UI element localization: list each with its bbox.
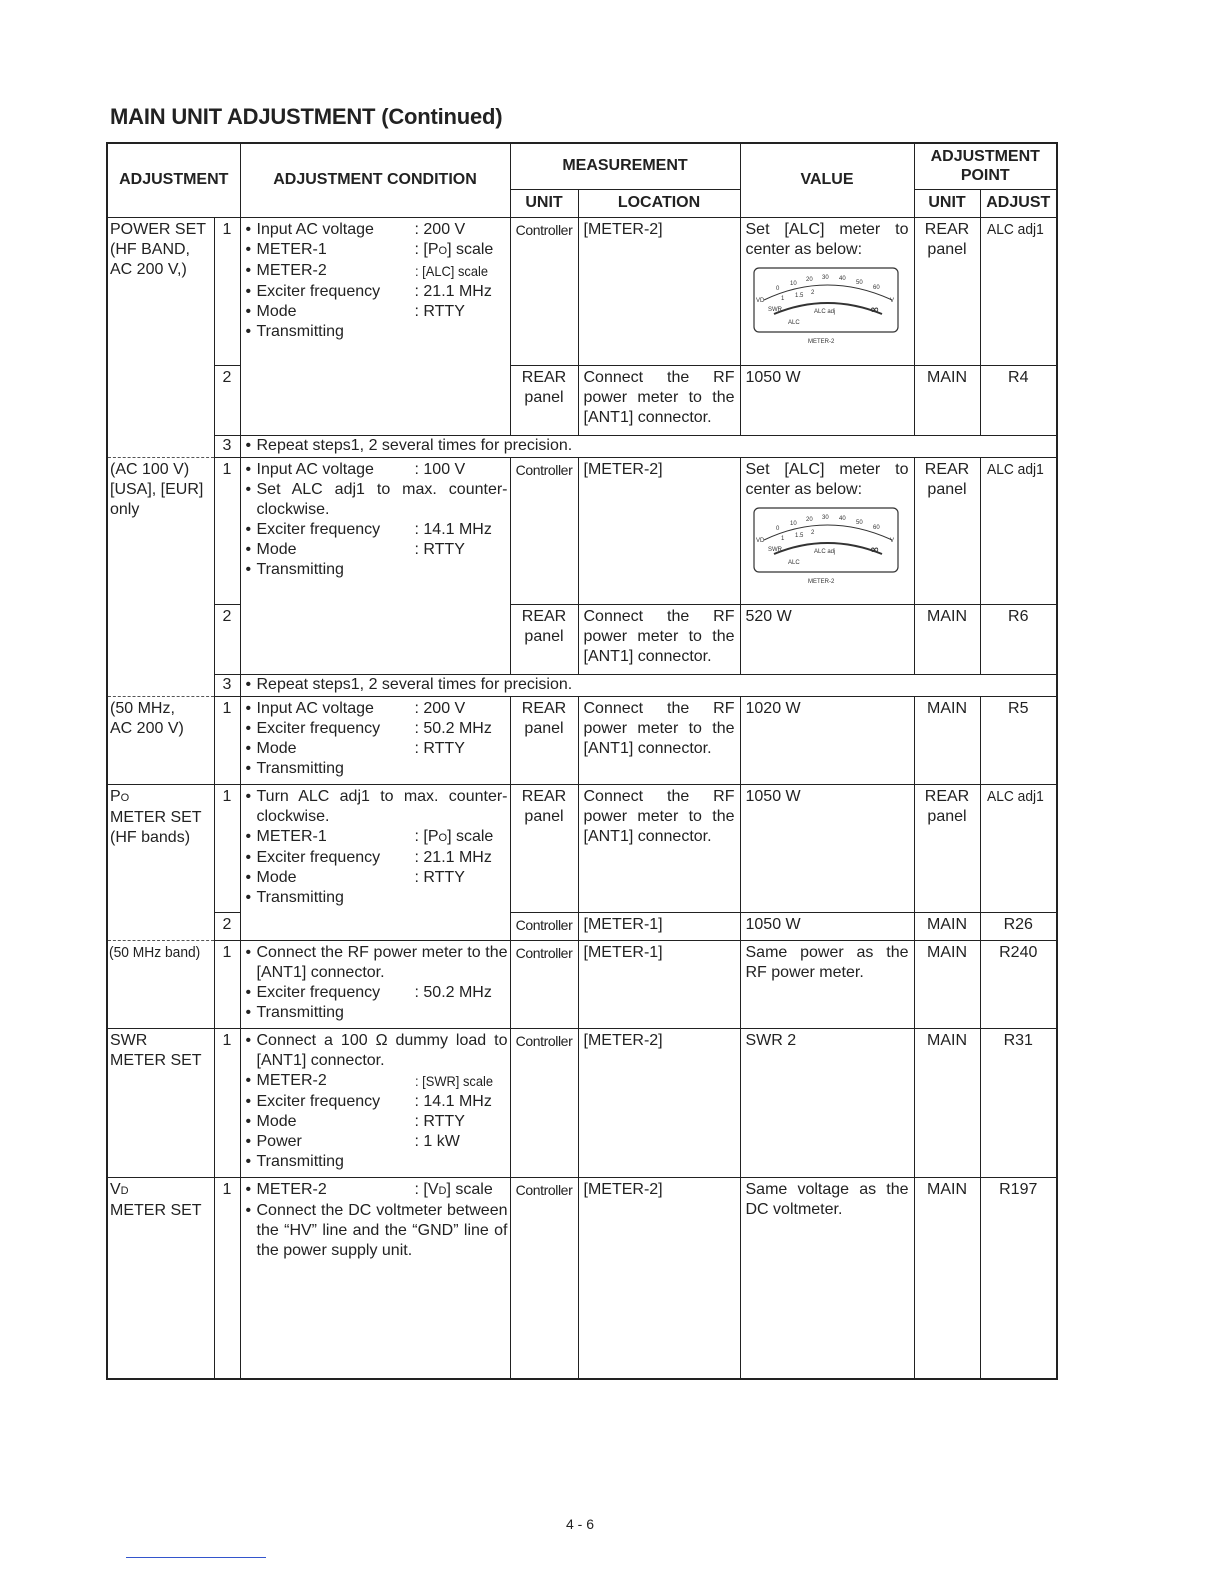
condition-item [243,719,508,739]
condition-item: • Transmitting [243,560,508,580]
unit-line: REAR [521,787,567,805]
condition-item [243,520,508,540]
condition-value-part: : [P [414,240,439,258]
ap-unit: MAIN [914,1177,980,1379]
step-number: 1 [214,696,240,784]
condition-cell [240,784,510,940]
condition-item: • Turn ALC adj1 to max. counter-clockwise. [243,787,508,827]
adjustment-name-line: (50 MHz, [110,699,175,717]
ap-unit-line: panel [927,240,967,258]
unit-line: REAR [521,368,567,386]
meter-swr-tick: 1 [780,535,784,542]
meter-v-label: V [889,297,894,304]
condition-value: : 1 kW [414,1132,460,1150]
adjustment-name-line: AC 200 V) [110,719,184,737]
adjustment-name [107,1028,214,1177]
measurement-location: [METER-2] [578,457,740,604]
condition-item [243,1132,508,1152]
condition-item: • Set ALC adj1 to max. counter-clockwise. [243,480,508,520]
condition-item: • Connect the DC voltmeter between the “HV” line and the “GND” line of the power supply unit. [243,1201,508,1261]
measurement-location: [METER-1] [578,912,740,940]
condition-cell [240,1028,510,1177]
meter-swr-tick: 1 [780,295,784,302]
condition-item [243,983,508,1003]
measurement-unit [510,696,578,784]
meter-caption: METER-2 [807,578,834,585]
step-number: 1 [214,457,240,604]
ap-unit-line: REAR [924,460,970,478]
repeat-note [240,435,1057,457]
condition-key: • Exciter frequency [256,520,381,538]
condition-key: • Exciter frequency [256,719,381,737]
meter-infinity: ∞ [869,302,879,316]
condition-value-part: : [V [414,1180,439,1198]
meter-vd-label: VD [755,297,764,304]
condition-value: : 21.1 MHz [414,848,492,866]
ap-unit: MAIN [914,1028,980,1177]
ap-unit-line: REAR [924,220,970,238]
ap-adjust [980,457,1057,604]
value-cell: Same power as the RF power meter. [740,940,914,1028]
ap-unit-line: panel [927,480,967,498]
condition-item [243,1112,508,1132]
condition-item: • Transmitting [243,888,508,908]
ap-unit: MAIN [914,940,980,1028]
condition-item [243,699,508,719]
condition-item [243,1180,508,1201]
condition-value: : 200 V [414,220,466,238]
condition-key: • Input AC voltage [256,699,374,717]
meter-vd-label: VD [755,537,764,544]
ap-adjust-text: ALC adj1 [987,220,1045,238]
measurement-unit [510,784,578,912]
header-adjustment: ADJUSTMENT [107,143,240,217]
meter-svg [752,266,902,352]
name-sub: O [120,791,130,804]
measurement-unit: Controller [510,457,578,604]
adjustment-name-line: (HF BAND, [110,240,190,258]
repeat-note-text: • Repeat steps1, 2 several times for precision. [243,675,1055,695]
ap-adjust: R4 [980,365,1057,435]
condition-key: • Input AC voltage [256,220,374,238]
ap-unit-line: REAR [924,787,970,805]
step-number: 2 [214,912,240,940]
meter-alc-adj-label: ALC adj [813,548,835,555]
adjustment-name-line: METER SET [110,808,202,826]
condition-value: : 200 V [414,699,466,717]
ap-unit-line: panel [927,807,967,825]
header-value: VALUE [740,143,914,217]
condition-value [415,1180,508,1201]
measurement-location: [METER-2] [578,217,740,365]
condition-item: • Transmitting [243,322,508,342]
condition-value: : 14.1 MHz [414,1092,492,1110]
ap-adjust [980,217,1057,365]
measurement-location: Connect the RF power meter to the [ANT1] connector. [578,696,740,784]
meter-swr-label: SWR [767,306,782,313]
adjustment-name-line: AC 200 V,) [110,260,187,278]
adjustment-name [107,1177,214,1379]
condition-key: • METER-2 [256,261,327,279]
condition-key: • Power [256,1132,302,1150]
condition-item [243,240,508,261]
condition-key: • Exciter frequency [256,848,381,866]
value-cell: 1050 W [740,784,914,912]
meter-swr-label: SWR [767,546,782,553]
unit-line: REAR [521,699,567,717]
meter-v-label: V [889,537,894,544]
ap-adjust: R26 [980,912,1057,940]
adjustment-name-line: [USA], [EUR] [110,480,204,498]
condition-key: • Exciter frequency [256,983,381,1001]
adjustment-name-line: (50 MHz band) [109,943,201,961]
step-number: 1 [214,784,240,912]
meter-tick: 40 [838,275,846,282]
condition-item [243,220,508,240]
meter-tick: 0 [775,525,779,532]
header-ap-adjust: ADJUST [980,189,1057,217]
condition-key: • Mode [256,302,297,320]
condition-cell [240,1177,510,1379]
condition-value-sub: D [438,1184,447,1197]
condition-cell [240,696,510,784]
condition-item: • Transmitting [243,1003,508,1023]
condition-value: : 14.1 MHz [414,520,492,538]
condition-value: : [SWR] scale [414,1072,493,1089]
condition-item: • Transmitting [243,759,508,779]
meter-alc-adj-label: ALC adj [813,308,835,315]
step-number: 3 [214,435,240,457]
adjustment-name-line: (HF bands) [110,828,191,846]
meter-tick: 20 [805,516,813,523]
page-title: MAIN UNIT ADJUSTMENT (Continued) [110,104,503,129]
ap-unit: MAIN [914,604,980,674]
step-number: 2 [214,604,240,674]
name-part: P [110,787,121,805]
meter-tick: 10 [789,280,797,287]
value-cell: Same voltage as the DC voltmeter. [740,1177,914,1379]
header-condition: ADJUSTMENT CONDITION [240,143,510,217]
condition-value: : RTTY [414,302,465,320]
adjustment-name-line: METER SET [110,1201,202,1219]
condition-value-part: : [P [414,827,439,845]
ap-adjust: R5 [980,696,1057,784]
condition-item [243,1071,508,1092]
meter-infinity: ∞ [869,542,879,556]
adjustment-name [107,457,214,696]
condition-item [243,827,508,848]
condition-value: : RTTY [414,1112,465,1130]
header-unit: UNIT [510,189,578,217]
condition-value: : 50.2 MHz [414,983,492,1001]
value-cell: SWR 2 [740,1028,914,1177]
value-text: Set [ALC] meter to center as below: [745,460,909,498]
ap-unit: MAIN [914,912,980,940]
condition-item: • Connect a 100 Ω dummy load to [ANT1] connector. [243,1031,508,1071]
condition-value: : 21.1 MHz [414,282,492,300]
condition-item [243,848,508,868]
condition-item [243,302,508,322]
condition-value-sub: O [438,244,448,257]
condition-value: : RTTY [414,739,465,757]
measurement-location: Connect the RF power meter to the [ANT1] connector. [578,604,740,674]
meter-2-illustration [752,506,909,598]
condition-key: • Mode [256,868,297,886]
condition-value [415,240,508,261]
measurement-location: [METER-2] [578,1177,740,1379]
condition-item [243,1092,508,1112]
meter-caption: METER-2 [807,338,834,345]
meter-tick: 30 [821,274,829,281]
measurement-unit: Controller [510,217,578,365]
condition-key: • Mode [256,1112,297,1130]
measurement-location: [METER-1] [578,940,740,1028]
condition-item [243,739,508,759]
measurement-unit [510,365,578,435]
adjustment-name-line: METER SET [110,1051,202,1069]
condition-key: • METER-2 [256,1071,327,1089]
ap-unit [914,784,980,912]
unit-line: panel [524,388,564,406]
page-number: 4 - 6 [565,1516,594,1532]
condition-item [243,868,508,888]
measurement-location: [METER-2] [578,1028,740,1177]
step-number: 2 [214,365,240,435]
value-cell [740,457,914,604]
adjustment-name-line: SWR [110,1031,148,1049]
condition-value-part: ] scale [446,1180,493,1198]
condition-item: • Connect the RF power meter to the [ANT1] connector. [243,943,508,983]
meter-tick: 60 [872,524,880,531]
meter-tick: 10 [789,520,797,527]
ap-adjust: R31 [980,1028,1057,1177]
adjustment-name-line [110,1180,212,1201]
ap-unit: MAIN [914,365,980,435]
condition-item [243,540,508,560]
ap-unit [914,217,980,365]
condition-key: • Exciter frequency [256,1092,381,1110]
condition-value: : RTTY [414,868,465,886]
ap-adjust-text: ALC adj1 [987,787,1045,805]
ap-adjust-text: ALC adj1 [987,460,1045,478]
name-sub: D [120,1184,129,1197]
header-ap-unit: UNIT [914,189,980,217]
name-part: V [110,1180,121,1198]
repeat-note [240,674,1057,696]
unit-line: REAR [521,607,567,625]
ap-adjust: R6 [980,604,1057,674]
adjustment-name-line [110,787,212,808]
step-number: 1 [214,940,240,1028]
value-cell: 520 W [740,604,914,674]
measurement-location: Connect the RF power meter to the [ANT1] connector. [578,365,740,435]
measurement-unit [510,604,578,674]
meter-tick: 60 [872,284,880,291]
adjustment-name-line: POWER SET [110,220,207,238]
ap-adjust: R240 [980,940,1057,1028]
condition-cell [240,217,510,435]
adjustment-table [106,142,1058,1380]
adjustment-name [107,696,214,784]
ap-unit [914,457,980,604]
footer-rule [126,1557,266,1558]
step-number: 3 [214,674,240,696]
condition-key: • Input AC voltage [256,460,374,478]
header-adjustment-point: ADJUSTMENT POINT [914,143,1057,189]
meter-alc-label: ALC [787,319,800,326]
measurement-unit: Controller [510,1028,578,1177]
ap-adjust: R197 [980,1177,1057,1379]
ap-unit: MAIN [914,696,980,784]
meter-tick: 40 [838,515,846,522]
condition-key: • METER-2 [256,1180,327,1198]
adjustment-name [107,940,214,1028]
condition-item [243,282,508,302]
meter-2-illustration [752,266,909,358]
value-text: Set [ALC] meter to center as below: [745,220,909,258]
meter-tick: 50 [855,279,863,286]
meter-svg [752,506,902,592]
measurement-unit: Controller [510,912,578,940]
ap-adjust [980,784,1057,912]
condition-value-part: ] scale [447,827,494,845]
step-number: 1 [214,1177,240,1379]
adjustment-name [107,784,214,940]
meter-swr-tick: 2 [810,289,814,296]
condition-item [243,460,508,480]
condition-cell [240,457,510,674]
step-number: 1 [214,1028,240,1177]
condition-key: • Exciter frequency [256,282,381,300]
adjustment-name-line: only [110,500,140,518]
adjustment-name-line: (AC 100 V) [110,460,190,478]
condition-item: • Transmitting [243,1152,508,1172]
condition-value: : [ALC] scale [414,262,488,279]
header-location: LOCATION [578,189,740,217]
condition-value-part: ] scale [447,240,494,258]
condition-value: : 50.2 MHz [414,719,492,737]
unit-line: panel [524,627,564,645]
condition-key: • METER-1 [256,240,327,258]
meter-tick: 30 [821,514,829,521]
meter-tick: 50 [855,519,863,526]
value-cell: 1050 W [740,912,914,940]
meter-swr-tick: 1.5 [794,292,803,299]
condition-value [415,827,508,848]
condition-value: : 100 V [414,460,466,478]
unit-line: panel [524,807,564,825]
value-cell: 1050 W [740,365,914,435]
repeat-note-text: • Repeat steps1, 2 several times for precision. [243,436,1055,456]
step-number: 1 [214,217,240,365]
condition-item [243,261,508,282]
condition-value: : RTTY [414,540,465,558]
value-cell: 1020 W [740,696,914,784]
condition-cell [240,940,510,1028]
condition-key: • Mode [256,739,297,757]
value-cell [740,217,914,365]
measurement-unit: Controller [510,1177,578,1379]
meter-tick: 0 [775,285,779,292]
unit-line: panel [524,719,564,737]
meter-alc-label: ALC [787,559,800,566]
measurement-location: Connect the RF power meter to the [ANT1] connector. [578,784,740,912]
meter-swr-tick: 1.5 [794,532,803,539]
measurement-unit: Controller [510,940,578,1028]
condition-key: • Mode [256,540,297,558]
meter-tick: 20 [805,276,813,283]
condition-key: • METER-1 [256,827,327,845]
header-measurement: MEASUREMENT [510,143,740,189]
adjustment-name [107,217,214,457]
meter-swr-tick: 2 [810,529,814,536]
condition-value-sub: O [438,831,448,844]
